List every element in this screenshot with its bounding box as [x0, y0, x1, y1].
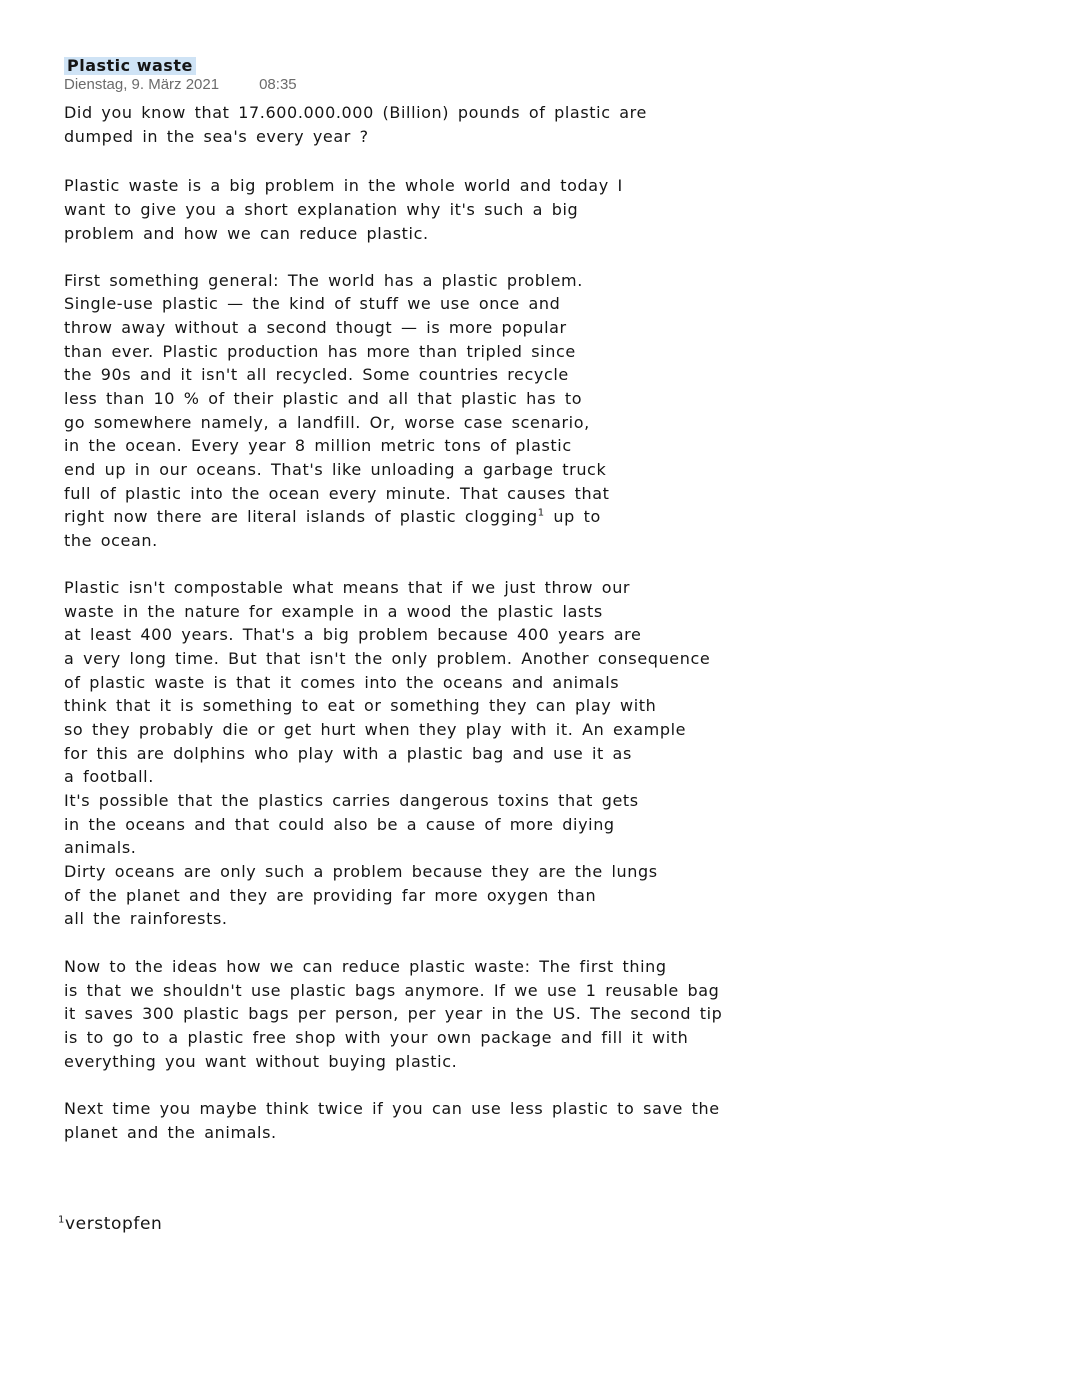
ideas-line-1: Now to the ideas how we can reduce plastic waste: The first thing: [64, 957, 667, 976]
general-line-12: the ocean.: [64, 531, 158, 550]
general-line-1: First something general: The world has a plastic problem.: [64, 271, 583, 290]
ideas-line-2: is that we shouldn't use plastic bags anymore. If we use 1 reusable bag: [64, 981, 720, 1000]
problem-line-7: so they probably die or get hurt when they play with it. An example: [64, 720, 687, 739]
note-time: 08:35: [259, 76, 297, 93]
footnote-mark: 1: [58, 1214, 65, 1226]
intro-line-3: problem and how we can reduce plastic.: [64, 224, 429, 243]
problem-line-1: Plastic isn't compostable what means that if we just throw our: [64, 578, 631, 597]
general-line-4: than ever. Plastic production has more than tripled since: [64, 342, 576, 361]
general-line-8: in the ocean. Every year 8 million metric tons of plastic: [64, 436, 572, 455]
ideas-line-5: everything you want without buying plastic.: [64, 1052, 458, 1071]
general-line-5: the 90s and it isn't all recycled. Some countries recycle: [64, 365, 569, 384]
general-line-2: Single-use plastic — the kind of stuff we use once and: [64, 294, 561, 313]
problem-line-4: a very long time. But that isn't the only problem. Another consequence: [64, 649, 711, 668]
general-line-11-text: right now there are literal islands of plastic clogging: [64, 507, 538, 526]
footnote-reference-mark: 1: [537, 507, 545, 519]
problem-line-12: animals.: [64, 838, 137, 857]
closing-line-1: Next time you maybe think twice if you can use less plastic to save the: [64, 1099, 720, 1118]
general-line-11-end: up to: [544, 507, 601, 526]
problem-line-11: in the oceans and that could also be a cause of more diying: [64, 815, 615, 834]
general-line-7: go somewhere namely, a landfill. Or, worse case scenario,: [64, 413, 590, 432]
general-line-9: end up in our oceans. That's like unloading a garbage truck: [64, 460, 607, 479]
problem-line-9: a football.: [64, 767, 154, 786]
note-title: Plastic waste: [64, 57, 196, 75]
intro-question-line-2: dumped in the sea's every year ?: [64, 127, 369, 146]
problem-line-6: think that it is something to eat or something they can play with: [64, 696, 657, 715]
problem-line-14: of the planet and they are providing far more oxygen than: [64, 886, 597, 905]
closing-line-2: planet and the animals.: [64, 1123, 277, 1142]
general-line-6: less than 10 % of their plastic and all that plastic has to: [64, 389, 583, 408]
problem-line-10: It's possible that the plastics carries dangerous toxins that gets: [64, 791, 639, 810]
general-line-3: throw away without a second thougt — is more popular: [64, 318, 567, 337]
problem-line-13: Dirty oceans are only such a problem because they are the lungs: [64, 862, 658, 881]
note-date: Dienstag, 9. März 2021: [64, 76, 220, 93]
footnote-text: verstopfen: [64, 1214, 163, 1234]
ideas-line-3: it saves 300 plastic bags per person, per year in the US. The second tip: [64, 1004, 723, 1023]
note-meta: [64, 76, 297, 94]
problem-line-5: of plastic waste is that it comes into the oceans and animals: [64, 673, 620, 692]
problem-line-2: waste in the nature for example in a wood the plastic lasts: [64, 602, 603, 621]
problem-line-15: all the rainforests.: [64, 909, 228, 928]
problem-line-8: for this are dolphins who play with a plastic bag and use it as: [64, 744, 632, 763]
ideas-line-4: is to go to a plastic free shop with your own package and fill it with: [64, 1028, 689, 1047]
general-line-10: full of plastic into the ocean every minute. That causes that: [64, 484, 610, 503]
general-line-11: [64, 505, 601, 529]
intro-question-line-1: Did you know that 17.600.000.000 (Billion) pounds of plastic are: [64, 103, 647, 122]
problem-line-3: at least 400 years. That's a big problem because 400 years are: [64, 625, 642, 644]
intro-line-2: want to give you a short explanation why it's such a big: [64, 200, 579, 219]
footnote: [58, 1214, 162, 1234]
intro-line-1: Plastic waste is a big problem in the whole world and today I: [64, 176, 623, 195]
